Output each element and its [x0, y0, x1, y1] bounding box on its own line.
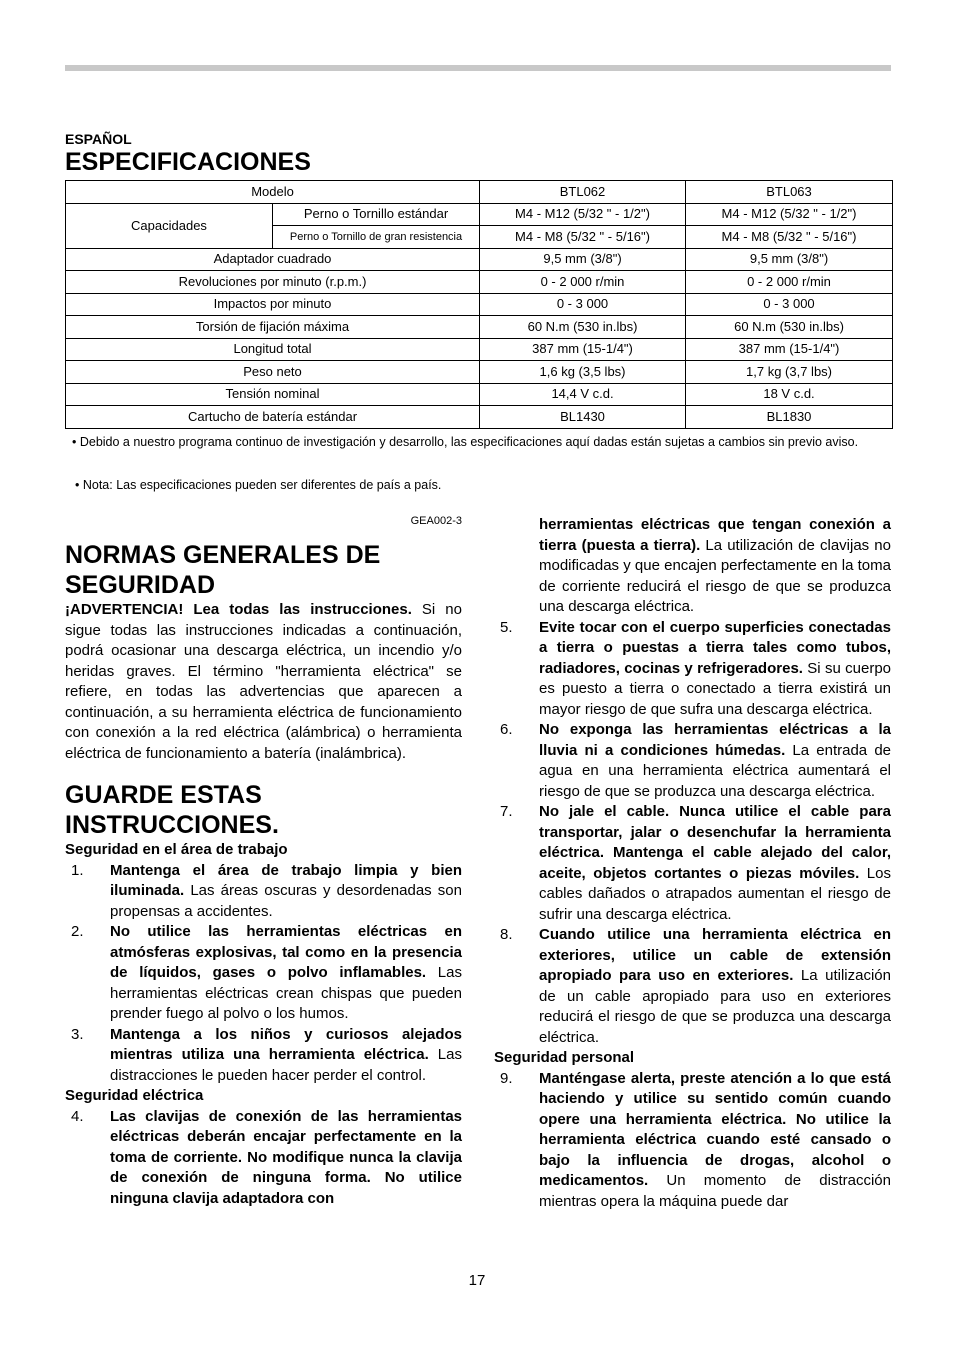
table-cell: 9,5 mm (3/8"): [480, 248, 686, 271]
section-heading: Seguridad personal: [494, 1049, 635, 1066]
table-cell: Torsión de fijación máxima: [66, 316, 480, 339]
list-item: [494, 720, 891, 802]
language-label: ESPAÑOL: [65, 131, 132, 147]
table-cell: M4 - M12 (5/32 " - 1/2"): [480, 203, 686, 226]
spec-note: • Debido a nuestro programa continuo de investigación y desarrollo, las especificaciones aquí dadas están sujetas a cambios sin previo aviso.: [72, 435, 859, 449]
item-text: Las áreas oscuras y desordenadas son propensas a accidentes.: [110, 882, 462, 920]
table-cell: 60 N.m (530 in.lbs): [686, 316, 893, 339]
table-cell: BTL063: [686, 181, 893, 204]
table-cell: M4 - M8 (5/32 " - 5/16"): [686, 226, 893, 249]
table-cell: 9,5 mm (3/8"): [686, 248, 893, 271]
table-cell: Longitud total: [66, 338, 480, 361]
reference-code: GEA002-3: [410, 515, 462, 527]
list-item: [494, 618, 891, 721]
item-bold: Manténgase alerta, preste atención a lo que está haciendo y utilice su sentido común cuando opere una herramienta eléctrica. No utilice la herramienta eléctrica cuando esté cansado o bajo la influencia de drogas, alcohol o medicamentos.: [539, 1069, 891, 1189]
specs-table: [65, 180, 893, 429]
table-row: [66, 271, 893, 294]
item-bold: Cuando utilice una herramienta eléctrica en exteriores, utilice un cable de extensión apropiado para uso en exteriores.: [539, 926, 891, 984]
table-row: [66, 248, 893, 271]
item-text: La utilización de clavijas no modificadas y que encajen perfectamente en la toma de corriente reducirá el riesgo de que se produzca una descarga eléctrica.: [539, 536, 891, 615]
table-cell: 0 - 3 000: [686, 293, 893, 316]
item-bold: No utilice las herramientas eléctricas en atmósferas explosivas, tal como en la presencia de líquidos, gases o polvo inflamables.: [110, 923, 462, 981]
item-bold: herramientas eléctricas que tengan conexión a tierra (puesta a tierra).: [539, 516, 891, 554]
table-cell: 0 - 2 000 r/min: [480, 271, 686, 294]
item-number: 1.: [71, 861, 84, 879]
table-cell: 1,6 kg (3,5 lbs): [480, 361, 686, 384]
top-rule: [65, 65, 891, 71]
list-item: [65, 1107, 462, 1210]
table-cell: Peso neto: [66, 361, 480, 384]
warning-text: Si no sigue todas las instrucciones indicadas a continuación, podrá ocasionar una descarga eléctrica, un incendio y/o heridas graves. El término "herramienta eléctrica" se refiere, en todas las advertencias que aparecen a continuación, a su herramienta eléctrica de funcionamiento con conexión a la red eléctrica (alámbrica) o herramienta eléctrica de funcionamiento a batería (inalámbrica).: [65, 601, 462, 762]
item-text: La utilización de un cable apropiado para uso en exteriores reducirá el riesgo de que se produzca una descarga eléctrica.: [539, 967, 891, 1046]
list-item: [494, 515, 891, 618]
section-heading: Seguridad eléctrica: [65, 1087, 204, 1104]
item-text: Las distracciones le pueden hacer perder el control.: [110, 1046, 462, 1084]
section-heading: Seguridad en el área de trabajo: [65, 841, 288, 858]
save-instructions-heading: GUARDE ESTAS INSTRUCCIONES.: [65, 781, 279, 839]
table-row: [66, 406, 893, 429]
table-cell: 387 mm (15-1/4"): [686, 338, 893, 361]
table-cell: 1,7 kg (3,7 lbs): [686, 361, 893, 384]
item-number: 7.: [500, 803, 513, 820]
table-cell: 18 V c.d.: [686, 383, 893, 406]
table-cell: 14,4 V c.d.: [480, 383, 686, 406]
specs-heading: ESPECIFICACIONES: [65, 148, 311, 176]
table-cell: BL1830: [686, 406, 893, 429]
warning-paragraph: [65, 600, 462, 764]
list-item: [65, 1025, 462, 1087]
list-item: [65, 922, 462, 1025]
item-bold: Mantenga el área de trabajo limpia y bien iluminada.: [110, 861, 462, 899]
item-bold: No exponga las herramientas eléctricas a la lluvia ni a condiciones húmedas.: [539, 721, 891, 759]
table-cell: 387 mm (15-1/4"): [480, 338, 686, 361]
item-number: 3.: [71, 1025, 84, 1043]
table-cell: BTL062: [480, 181, 686, 204]
table-cell: 0 - 3 000: [480, 293, 686, 316]
item-text: La entrada de agua en una herramienta eléctrica aumentará el riesgo de que se produzca una descarga eléctrica.: [539, 741, 892, 800]
table-cell: 0 - 2 000 r/min: [686, 271, 893, 294]
item-number: 4.: [71, 1107, 84, 1125]
table-cell: M4 - M8 (5/32 " - 5/16"): [480, 226, 686, 249]
table-cell: M4 - M12 (5/32 " - 1/2"): [686, 203, 893, 226]
spec-note: • Nota: Las especificaciones pueden ser diferentes de país a país.: [75, 478, 442, 492]
table-cell: Tensión nominal: [66, 383, 480, 406]
table-cell: Adaptador cuadrado: [66, 248, 480, 271]
item-bold: No jale el cable. Nunca utilice el cable para transportar, jalar o desenchufar la herramienta eléctrica. Mantenga el cable alejado del calor, aceite, objetos cortantes o piezas móviles.: [539, 803, 891, 882]
table-cell: 60 N.m (530 in.lbs): [480, 316, 686, 339]
table-row: [66, 203, 893, 226]
item-bold: Mantenga a los niños y curiosos alejados mientras utiliza una herramienta eléctrica.: [110, 1025, 462, 1063]
item-number: 8.: [500, 926, 513, 943]
table-row: [66, 383, 893, 406]
left-column: [65, 540, 462, 1209]
table-cell: Impactos por minuto: [66, 293, 480, 316]
table-cell: Cartucho de batería estándar: [66, 406, 480, 429]
table-row: [66, 316, 893, 339]
list-item: [65, 861, 462, 923]
list-item: [494, 802, 891, 925]
table-cell: Modelo: [66, 181, 480, 204]
item-number: 6.: [500, 721, 513, 738]
list-item: [494, 1069, 891, 1213]
item-bold: Evite tocar con el cuerpo superficies conectadas a tierra o puestas a tierra tales como tubos, radiadores, cocinas y refrigeradores.: [539, 618, 891, 677]
right-column: [494, 515, 891, 1212]
item-number: 5.: [500, 618, 513, 636]
warning-bold: ¡ADVERTENCIA! Lea todas las instrucciones.: [65, 601, 412, 618]
table-row: [66, 361, 893, 384]
page-number: 17: [468, 1272, 486, 1289]
table-row: [66, 338, 893, 361]
table-cell: Capacidades: [66, 203, 273, 248]
safety-heading: NORMAS GENERALES DE SEGURIDAD: [65, 541, 381, 599]
table-cell: Perno o Tornillo estándar: [273, 203, 480, 226]
table-row: [66, 293, 893, 316]
table-cell: Revoluciones por minuto (r.p.m.): [66, 271, 480, 294]
item-text: Un momento de distracción mientras opera la máquina puede dar: [539, 1172, 891, 1210]
item-number: 9.: [500, 1069, 513, 1087]
list-item: [494, 925, 891, 1048]
table-cell: Perno o Tornillo de gran resistencia: [273, 226, 480, 249]
table-cell: BL1430: [480, 406, 686, 429]
item-bold: Las clavijas de conexión de las herramientas eléctricas deberán encajar perfectamente en la toma de corriente. No modifique nunca la clavija de conexión de ninguna forma. No utilice ninguna clavija adaptadora con: [110, 1107, 462, 1207]
item-text: Los cables dañados o atrapados aumentan el riesgo de sufrir una descarga eléctrica.: [539, 864, 891, 923]
item-text: Si su cuerpo es puesto a tierra o conectado a tierra existirá un mayor riesgo de que sufra una descarga eléctrica.: [539, 659, 891, 718]
item-number: 2.: [71, 923, 84, 940]
table-row: [66, 181, 893, 204]
item-text: Las herramientas eléctricas crean chispas que pueden prender fuego al polvo o los humos.: [110, 964, 462, 1022]
